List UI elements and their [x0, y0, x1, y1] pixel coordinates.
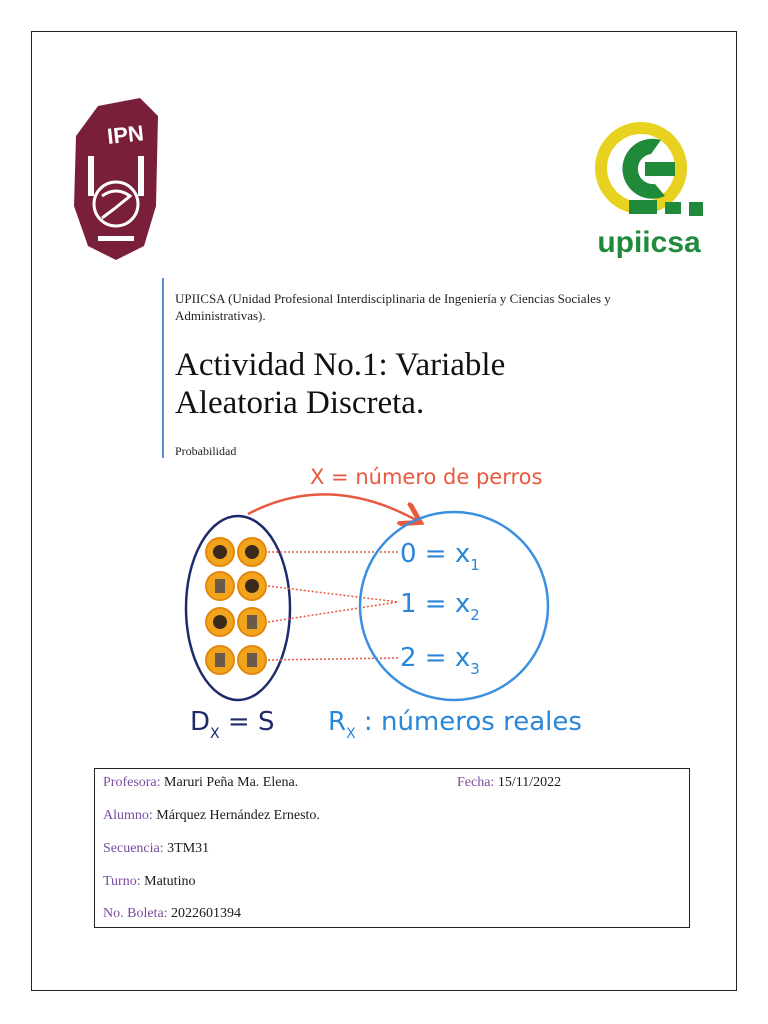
secuencia-label: Secuencia:: [103, 841, 164, 856]
boleta-value: 2022601394: [171, 906, 242, 921]
ipn-logo: [68, 96, 164, 262]
outcome-tokens: [206, 538, 266, 674]
profesora-row: [103, 775, 298, 791]
upiicsa-wordmark: upiicsa: [597, 226, 701, 259]
student-info-box: [94, 768, 690, 928]
turno-label: Turno:: [103, 874, 141, 889]
value-row-2: $2 = x_3$: [400, 643, 480, 678]
secuencia-value: 3TM31: [167, 841, 210, 856]
institution-name: UPIICSA (Unidad Profesional Interdisciplinaria de Ingeniería y Ciencias Sociales y Administrativas).: [175, 291, 611, 323]
cover-header: [162, 278, 612, 458]
random-variable-diagram: [178, 452, 598, 752]
fecha-row: [457, 775, 561, 791]
token-icon: [238, 538, 266, 566]
domain-label: $D_X = S$: [190, 707, 275, 742]
boleta-row: [103, 906, 241, 922]
profesora-value: Maruri Peña Ma. Elena.: [164, 775, 299, 790]
value-row-0: $0 = x_1$: [400, 539, 480, 574]
subject-name: Probabilidad: [175, 444, 237, 458]
mapping-arrow: [248, 494, 416, 520]
alumno-label: Alumno:: [103, 808, 153, 823]
token-icon: [206, 646, 234, 674]
profesora-label: Profesora:: [103, 775, 161, 790]
svg-text:IPN: IPN: [105, 120, 146, 149]
alumno-row: [103, 808, 320, 824]
token-icon: [238, 646, 266, 674]
range-label: $R_X$ : números reales: [328, 707, 582, 742]
secuencia-row: [103, 841, 209, 857]
token-icon: [206, 608, 234, 636]
turno-value: Matutino: [144, 874, 196, 889]
turno-row: [103, 874, 195, 890]
token-icon: [206, 572, 234, 600]
upiicsa-logo: [585, 110, 713, 260]
boleta-label: No. Boleta:: [103, 906, 168, 921]
alumno-value: Márquez Hernández Ernesto.: [156, 808, 320, 823]
document-title: Actividad No.1: Variable Aleatoria Discreta.: [175, 347, 506, 421]
value-row-1: $1 = x_2$: [400, 589, 480, 624]
token-icon: [238, 608, 266, 636]
fecha-label: Fecha:: [457, 775, 495, 790]
mapping-lines: [268, 552, 398, 660]
fecha-value: 15/11/2022: [497, 775, 562, 790]
token-icon: [238, 572, 266, 600]
diagram-heading: X = número de perros: [310, 465, 543, 489]
token-icon: [206, 538, 234, 566]
domain-ellipse: [186, 516, 290, 700]
